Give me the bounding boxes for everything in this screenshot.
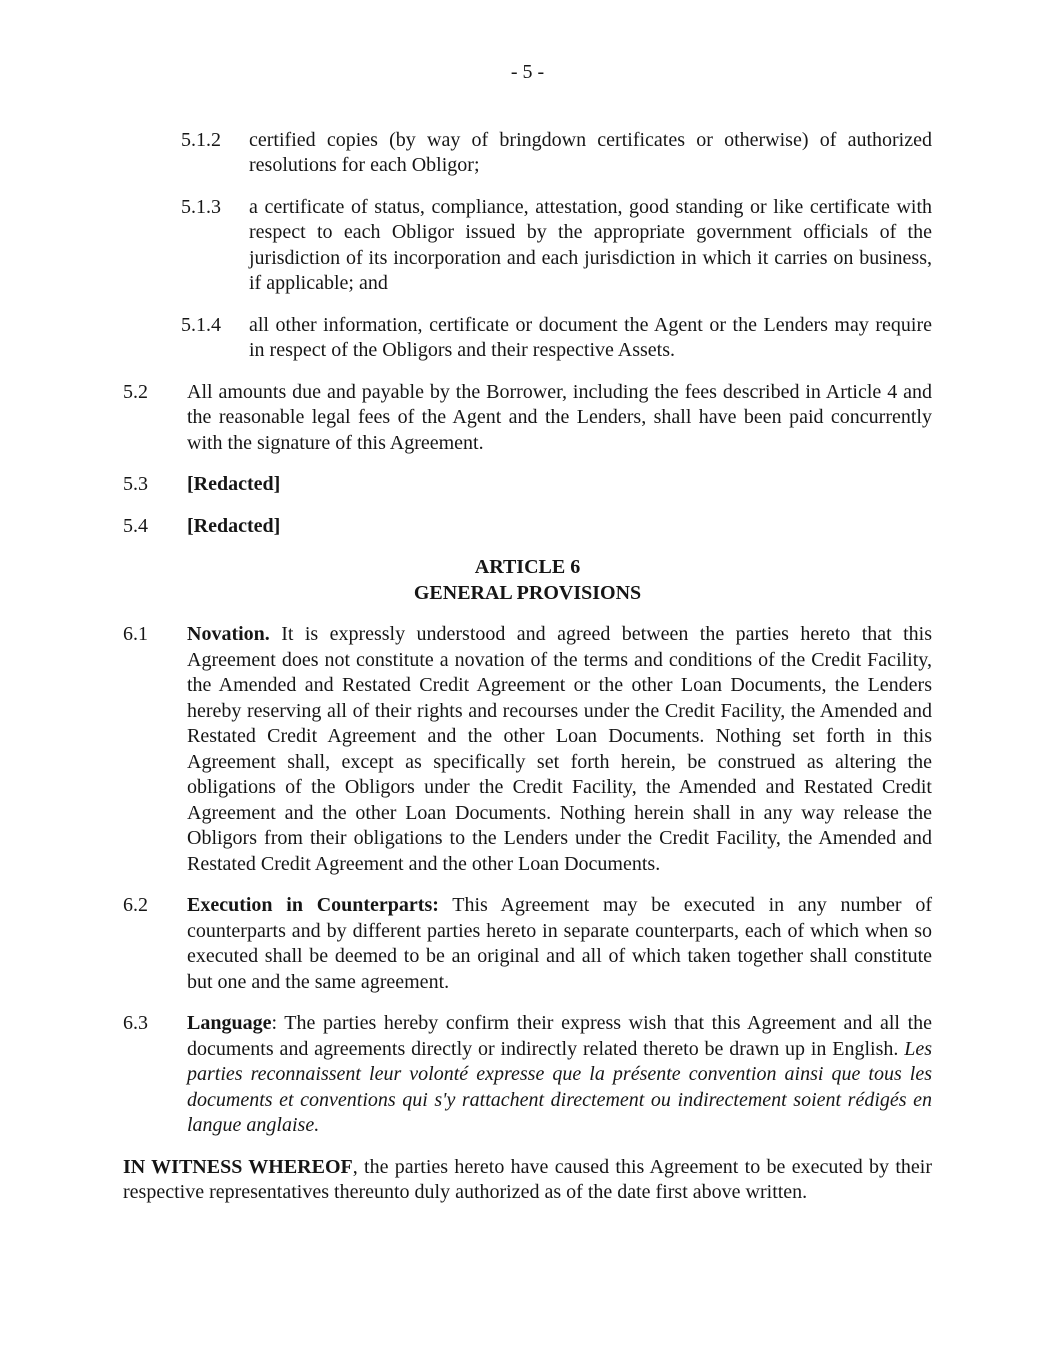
clause-number: 6.2 bbox=[123, 894, 148, 916]
witness-lead: IN WITNESS WHEREOF bbox=[123, 1155, 353, 1178]
clause-number: 5.1.3 bbox=[181, 195, 221, 218]
article-subtitle: GENERAL PROVISIONS bbox=[413, 581, 642, 604]
clause-body: : The parties hereby confirm their express wish that this Agreement and all the documents and agreements directly or indirectly related thereto be drawn up in English. bbox=[187, 1012, 932, 1060]
clause-5-4 bbox=[123, 514, 932, 540]
clause-number: 5.2 bbox=[123, 380, 148, 403]
clause-text: all other information, certificate or document the Agent or the Lenders may require in respect of the Obligors and their respective Assets. bbox=[249, 313, 932, 361]
witness-body: , the parties hereto have caused this Agreement to be executed by their respective representatives thereunto duly authorized as of the date first above written. bbox=[123, 1155, 933, 1203]
clause-french-text: Les parties reconnaissent leur volonté expresse que la présente convention ainsi que tous les documents et conventions qui s'y rattachent directement ou indirectement soient rédigés en langue anglaise. bbox=[187, 1037, 932, 1136]
clause-6-3 bbox=[123, 1011, 932, 1139]
clause-text bbox=[187, 622, 932, 877]
article-title: ARTICLE 6 bbox=[474, 556, 581, 578]
clause-5-2 bbox=[123, 380, 932, 457]
clause-body: This Agreement may be executed in any number of counterparts and by different parties hereto in separate counterparts, each of which when so executed shall be deemed to be an original and all of which taken together shall constitute but one and the same agreement. bbox=[187, 894, 932, 993]
clause-5-3 bbox=[123, 472, 932, 498]
clause-text: All amounts due and payable by the Borrower, including the fees described in Article 4 and the reasonable legal fees of the Agent and the Lenders, shall have been paid concurrently with the signature of this Agreement. bbox=[187, 380, 932, 454]
clause-text: a certificate of status, compliance, attestation, good standing or like certificate with respect to each Obligor issued by the appropriate government officials of the jurisdiction of its incorporation and each jurisdiction in which it carries on business, if applicable; and bbox=[249, 195, 932, 294]
clause-5-1-4 bbox=[181, 313, 932, 364]
redacted-label: [Redacted] bbox=[187, 514, 281, 537]
clause-5-1-2 bbox=[181, 128, 932, 179]
clause-6-1 bbox=[123, 622, 932, 877]
clause-lead: Execution in Counterparts: bbox=[187, 894, 439, 916]
clause-number: 6.3 bbox=[123, 1012, 148, 1034]
clause-number: 5.4 bbox=[123, 514, 148, 537]
clause-number: 5.3 bbox=[123, 473, 148, 495]
clause-5-1-3 bbox=[181, 195, 932, 297]
witness-paragraph bbox=[123, 1155, 932, 1206]
clause-text bbox=[187, 514, 932, 540]
clause-number: 5.1.4 bbox=[181, 313, 221, 336]
clause-text bbox=[187, 893, 932, 995]
redacted-label: [Redacted] bbox=[187, 473, 281, 495]
clause-text bbox=[187, 1011, 932, 1139]
clause-number: 5.1.2 bbox=[181, 128, 221, 151]
clause-lead: Language bbox=[187, 1012, 272, 1034]
article-6-heading bbox=[123, 555, 932, 606]
clause-number: 6.1 bbox=[123, 623, 148, 645]
clause-body: It is expressly understood and agreed between the parties hereto that this Agreement does not constitute a novation of the terms and conditions of the Credit Facility, the Amended and Restated Credit Agreement or the other Loan Documents, the Lenders hereby reserving all of their rights and recourses under the Credit Facility, the Amended and Restated Credit Agreement and the other Loan Documents. Nothing set forth in this Agreement shall, except as specifically set forth herein, be construed as altering the obligations of the Obligors under the Credit Facility, the Amended and Restated Credit Agreement and the other Loan Documents. Nothing herein shall in any way release the Obligors from their obligations to the Lenders under the Credit Facility, the Amended and Restated Credit Agreement and the other Loan Documents. bbox=[187, 623, 932, 875]
clause-lead: Novation. bbox=[187, 623, 270, 645]
clause-text bbox=[187, 472, 932, 498]
page-number: - 5 - bbox=[510, 61, 545, 83]
clause-6-2 bbox=[123, 893, 932, 995]
clause-text: certified copies (by way of bringdown certificates or otherwise) of authorized resolutions for each Obligor; bbox=[249, 128, 932, 176]
